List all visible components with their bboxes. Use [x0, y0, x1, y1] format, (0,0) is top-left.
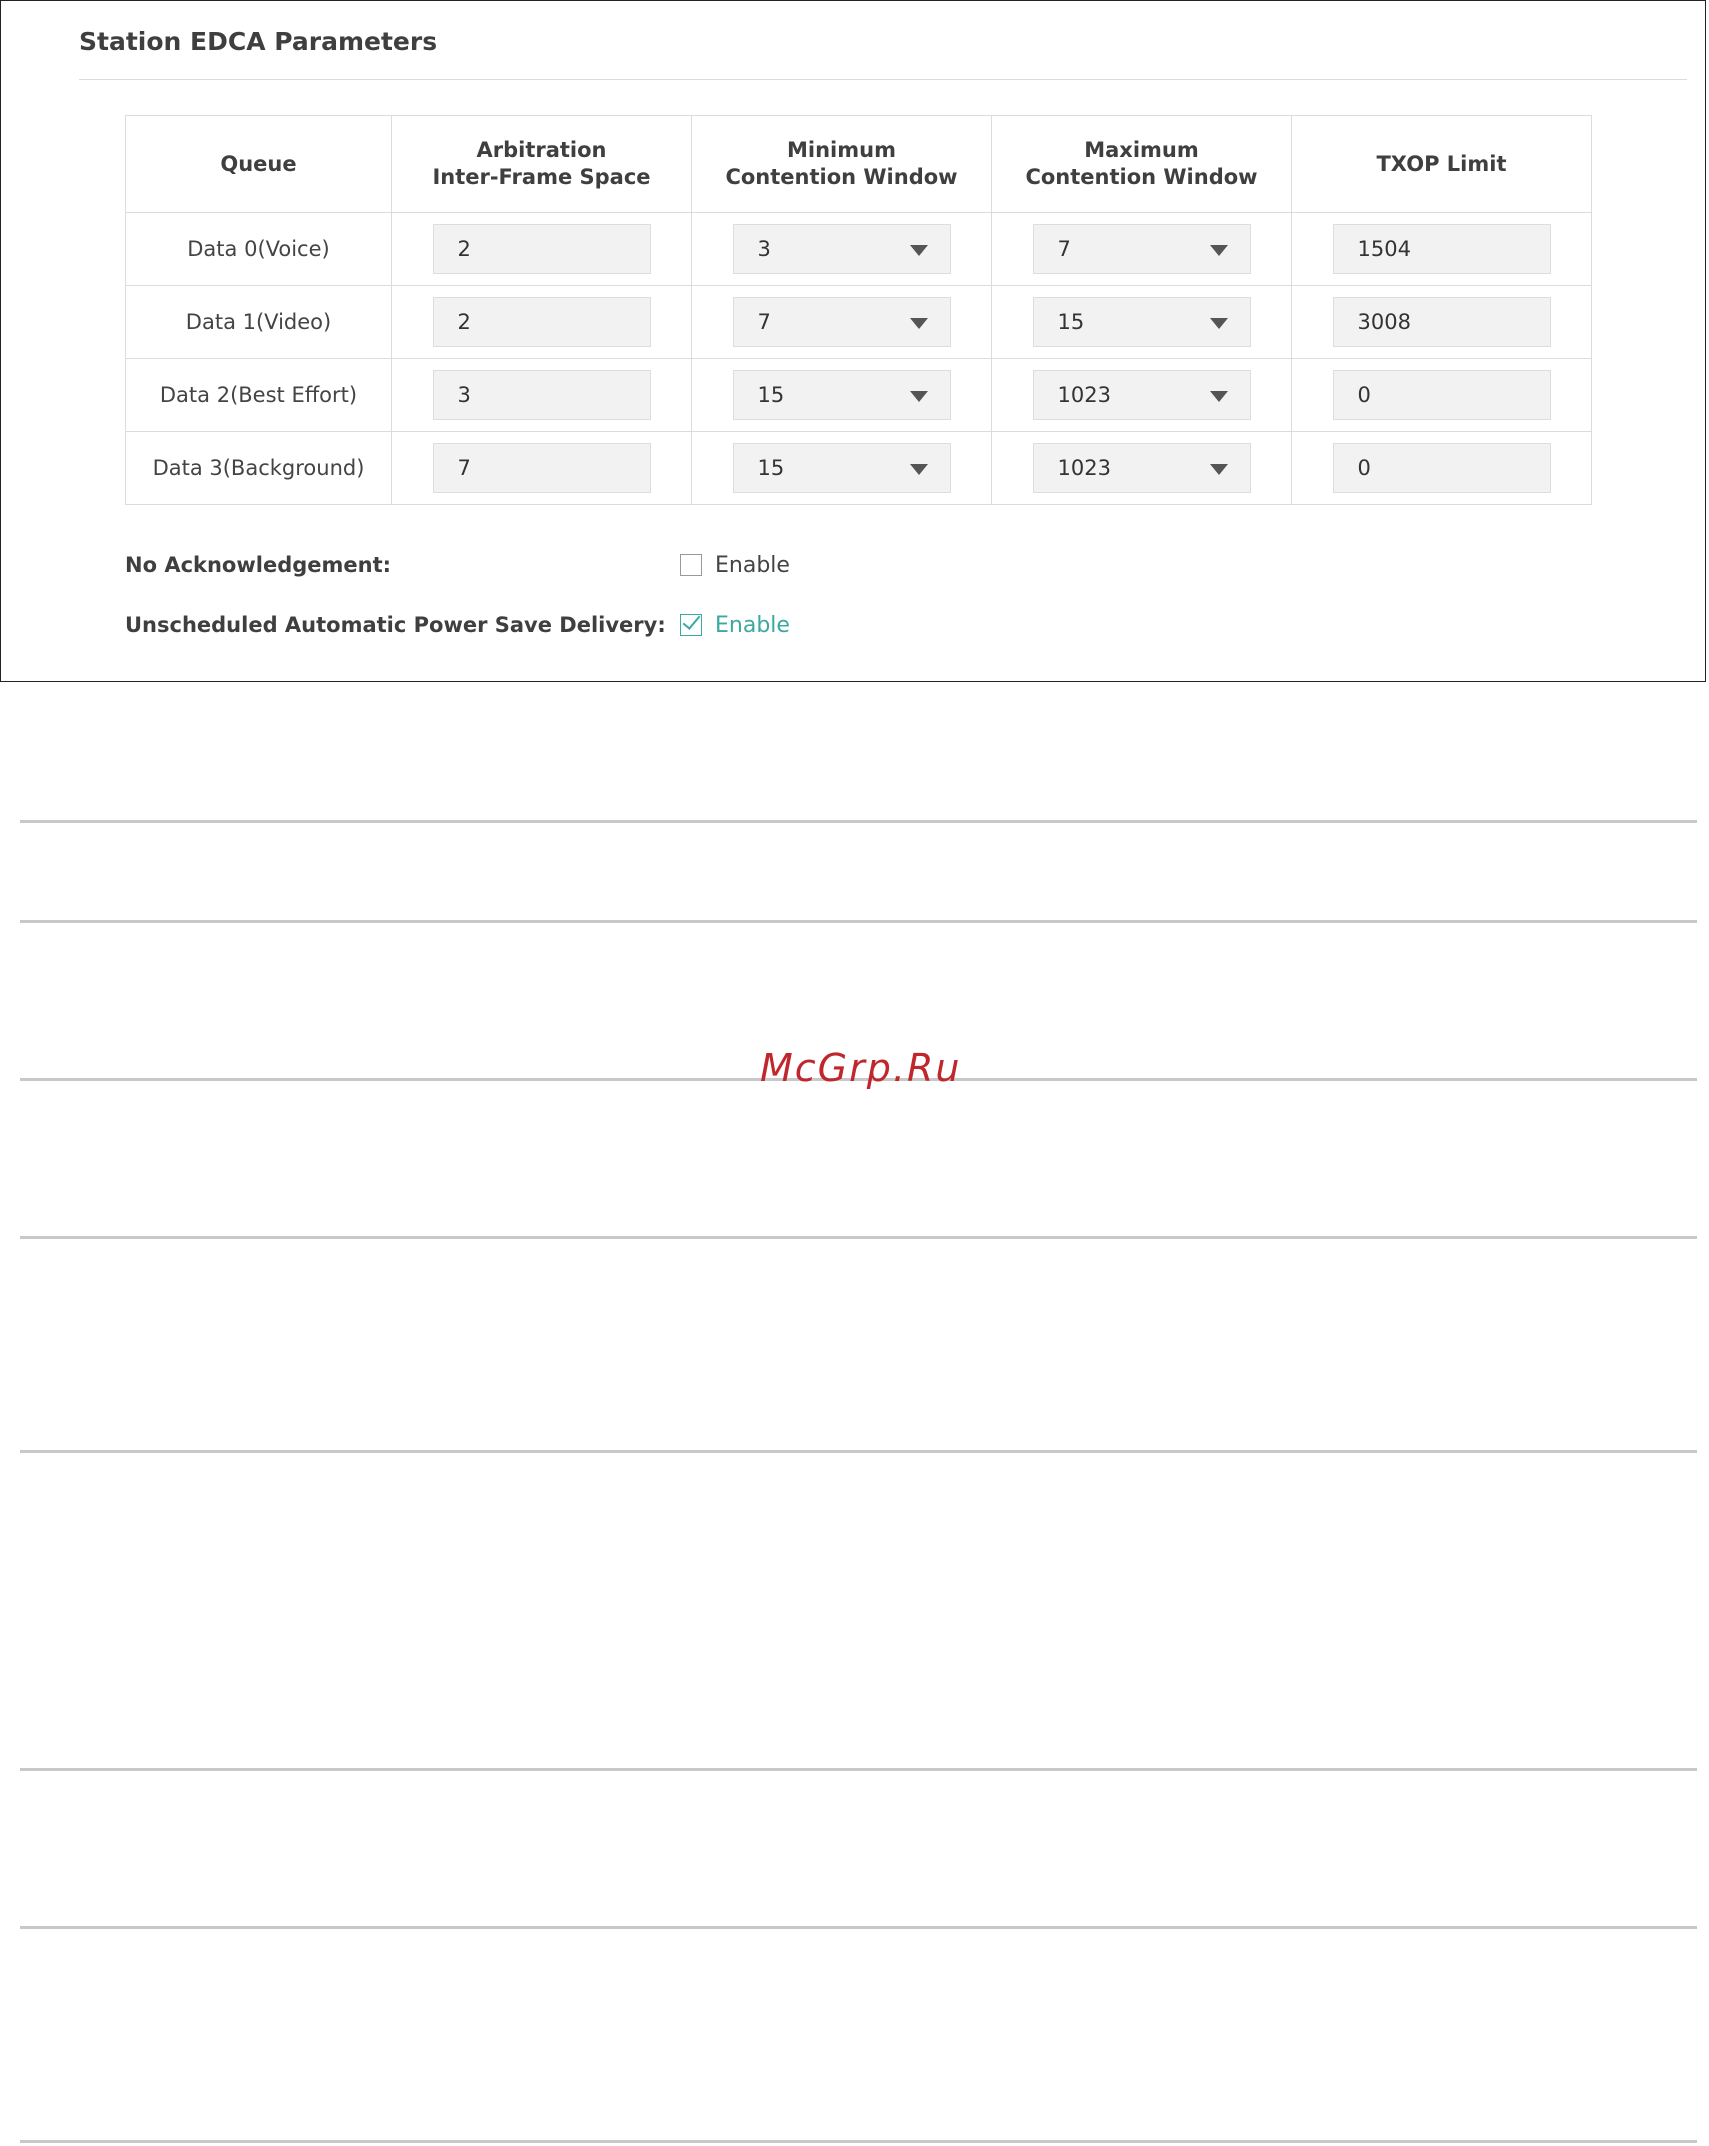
header-txop: TXOP Limit	[1292, 116, 1592, 213]
no-ack-checkbox[interactable]	[680, 554, 702, 576]
table-row	[126, 432, 1592, 505]
title-divider	[79, 79, 1687, 80]
header-aifs: Arbitration Inter-Frame Space	[392, 116, 692, 213]
queue-name: Data 1(Video)	[126, 286, 392, 359]
dropdown-arrow-icon	[910, 391, 928, 402]
dropdown-arrow-icon	[1210, 464, 1228, 475]
txop-value: 1504	[1357, 237, 1411, 261]
divider-line	[20, 1236, 1697, 1239]
aifs-input[interactable]	[433, 297, 651, 347]
queue-name: Data 2(Best Effort)	[126, 359, 392, 432]
checkmark-icon	[683, 611, 701, 630]
cwmax-select[interactable]	[1033, 370, 1251, 420]
table-row	[126, 286, 1592, 359]
dropdown-arrow-icon	[1210, 391, 1228, 402]
divider-line	[20, 820, 1697, 823]
aifs-value: 3	[457, 383, 471, 407]
aifs-input[interactable]	[433, 224, 651, 274]
divider-line	[20, 1768, 1697, 1771]
header-cwmax: Maximum Contention Window	[992, 116, 1292, 213]
edca-table	[125, 115, 1592, 505]
aifs-value: 2	[457, 237, 471, 261]
watermark-text: McGrp.Ru	[760, 1046, 962, 1090]
cwmin-value: 3	[757, 237, 771, 261]
divider-line	[20, 920, 1697, 923]
cwmax-value: 1023	[1057, 456, 1111, 480]
table-row	[126, 213, 1592, 286]
cwmin-select[interactable]	[733, 370, 951, 420]
cwmax-value: 1023	[1057, 383, 1111, 407]
cwmin-select[interactable]	[733, 443, 951, 493]
no-ack-label: No Acknowledgement:	[125, 553, 392, 577]
header-queue: Queue	[126, 116, 392, 213]
txop-input[interactable]	[1333, 297, 1551, 347]
queue-name: Data 3(Background)	[126, 432, 392, 505]
txop-input[interactable]	[1333, 224, 1551, 274]
aifs-value: 7	[457, 456, 471, 480]
divider-line	[20, 1926, 1697, 1929]
txop-input[interactable]	[1333, 443, 1551, 493]
table-row	[126, 359, 1592, 432]
cwmax-select[interactable]	[1033, 224, 1251, 274]
no-ack-enable-text[interactable]: Enable	[715, 553, 790, 578]
cwmax-select[interactable]	[1033, 297, 1251, 347]
cwmin-select[interactable]	[733, 297, 951, 347]
aifs-input[interactable]	[433, 370, 651, 420]
station-edca-panel	[0, 0, 1706, 682]
dropdown-arrow-icon	[910, 245, 928, 256]
table-header-row	[126, 116, 1592, 213]
aifs-input[interactable]	[433, 443, 651, 493]
txop-value: 0	[1357, 456, 1371, 480]
cwmin-select[interactable]	[733, 224, 951, 274]
cwmax-value: 7	[1057, 237, 1071, 261]
dropdown-arrow-icon	[910, 464, 928, 475]
txop-value: 3008	[1357, 310, 1411, 334]
dropdown-arrow-icon	[1210, 245, 1228, 256]
txop-value: 0	[1357, 383, 1371, 407]
uapsd-enable-text[interactable]: Enable	[715, 613, 790, 638]
dropdown-arrow-icon	[1210, 318, 1228, 329]
cwmax-select[interactable]	[1033, 443, 1251, 493]
cwmin-value: 15	[757, 456, 785, 480]
uapsd-label: Unscheduled Automatic Power Save Delivery:	[125, 613, 666, 637]
header-cwmin: Minimum Contention Window	[692, 116, 992, 213]
cwmax-value: 15	[1057, 310, 1085, 334]
uapsd-checkbox[interactable]	[680, 614, 702, 636]
aifs-value: 2	[457, 310, 471, 334]
divider-line	[20, 1450, 1697, 1453]
divider-line	[20, 2140, 1697, 2143]
cwmin-value: 7	[757, 310, 771, 334]
queue-name: Data 0(Voice)	[126, 213, 392, 286]
dropdown-arrow-icon	[910, 318, 928, 329]
section-title: Station EDCA Parameters	[79, 27, 438, 56]
cwmin-value: 15	[757, 383, 785, 407]
txop-input[interactable]	[1333, 370, 1551, 420]
